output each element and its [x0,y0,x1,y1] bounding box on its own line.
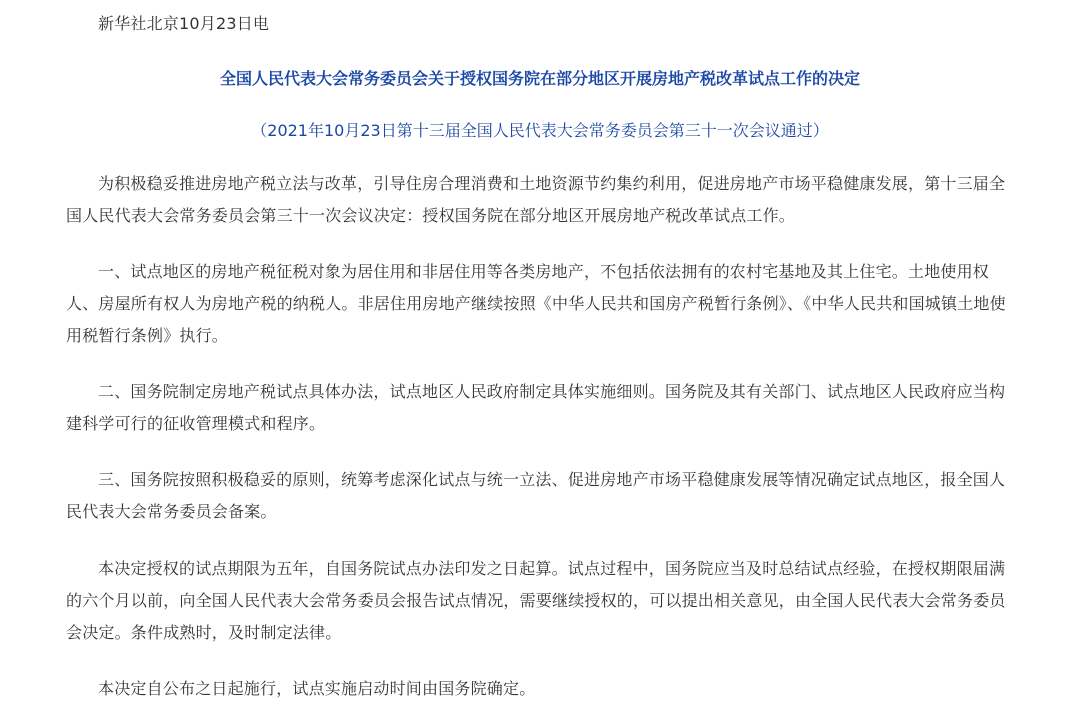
paragraph-term: 本决定授权的试点期限为五年，自国务院试点办法印发之日起算。试点过程中，国务院应当及时总结试点经验，在授权期限届满的六个月以前，向全国人民代表大会常务委员会报告试点情况，需要继续授权的，可以提出相关意见，由全国人民代表大会常务委员会决定。条件成熟时，及时制定法律。 [66,559,1006,642]
article-subtitle: （2021年10月23日第十三届全国人民代表大会常务委员会第三十一次会议通过） [251,121,829,140]
article-title: 全国人民代表大会常务委员会关于授权国务院在部分地区开展房地产税改革试点工作的决定 [219,69,860,88]
article-dateline: 新华社北京10月23日电 [98,14,270,33]
paragraph-item-three: 三、国务院按照积极稳妥的原则，统筹考虑深化试点与统一立法、促进房地产市场平稳健康发展等情况确定试点地区，报全国人民代表大会常务委员会备案。 [66,470,1006,521]
paragraph-item-one: 一、试点地区的房地产税征税对象为居住用和非居住用等各类房地产，不包括依法拥有的农村宅基地及其上住宅。土地使用权人、房屋所有权人为房地产税的纳税人。非居住用房地产继续按照《中华人民共和国房产税暂行条例》、《中华人民共和国城镇土地使用税暂行条例》执行。 [66,262,1006,345]
paragraph-intro: 为积极稳妥推进房地产税立法与改革，引导住房合理消费和土地资源节约集约利用，促进房地产市场平稳健康发展，第十三届全国人民代表大会常务委员会第三十一次会议决定：授权国务院在部分地区开展房地产税改革试点工作。 [66,174,1006,225]
paragraph-effective: 本决定自公布之日起施行，试点实施启动时间由国务院确定。 [98,679,536,698]
paragraph-item-two: 二、国务院制定房地产税试点具体办法，试点地区人民政府制定具体实施细则。国务院及其有关部门、试点地区人民政府应当构建科学可行的征收管理模式和程序。 [66,382,1006,433]
